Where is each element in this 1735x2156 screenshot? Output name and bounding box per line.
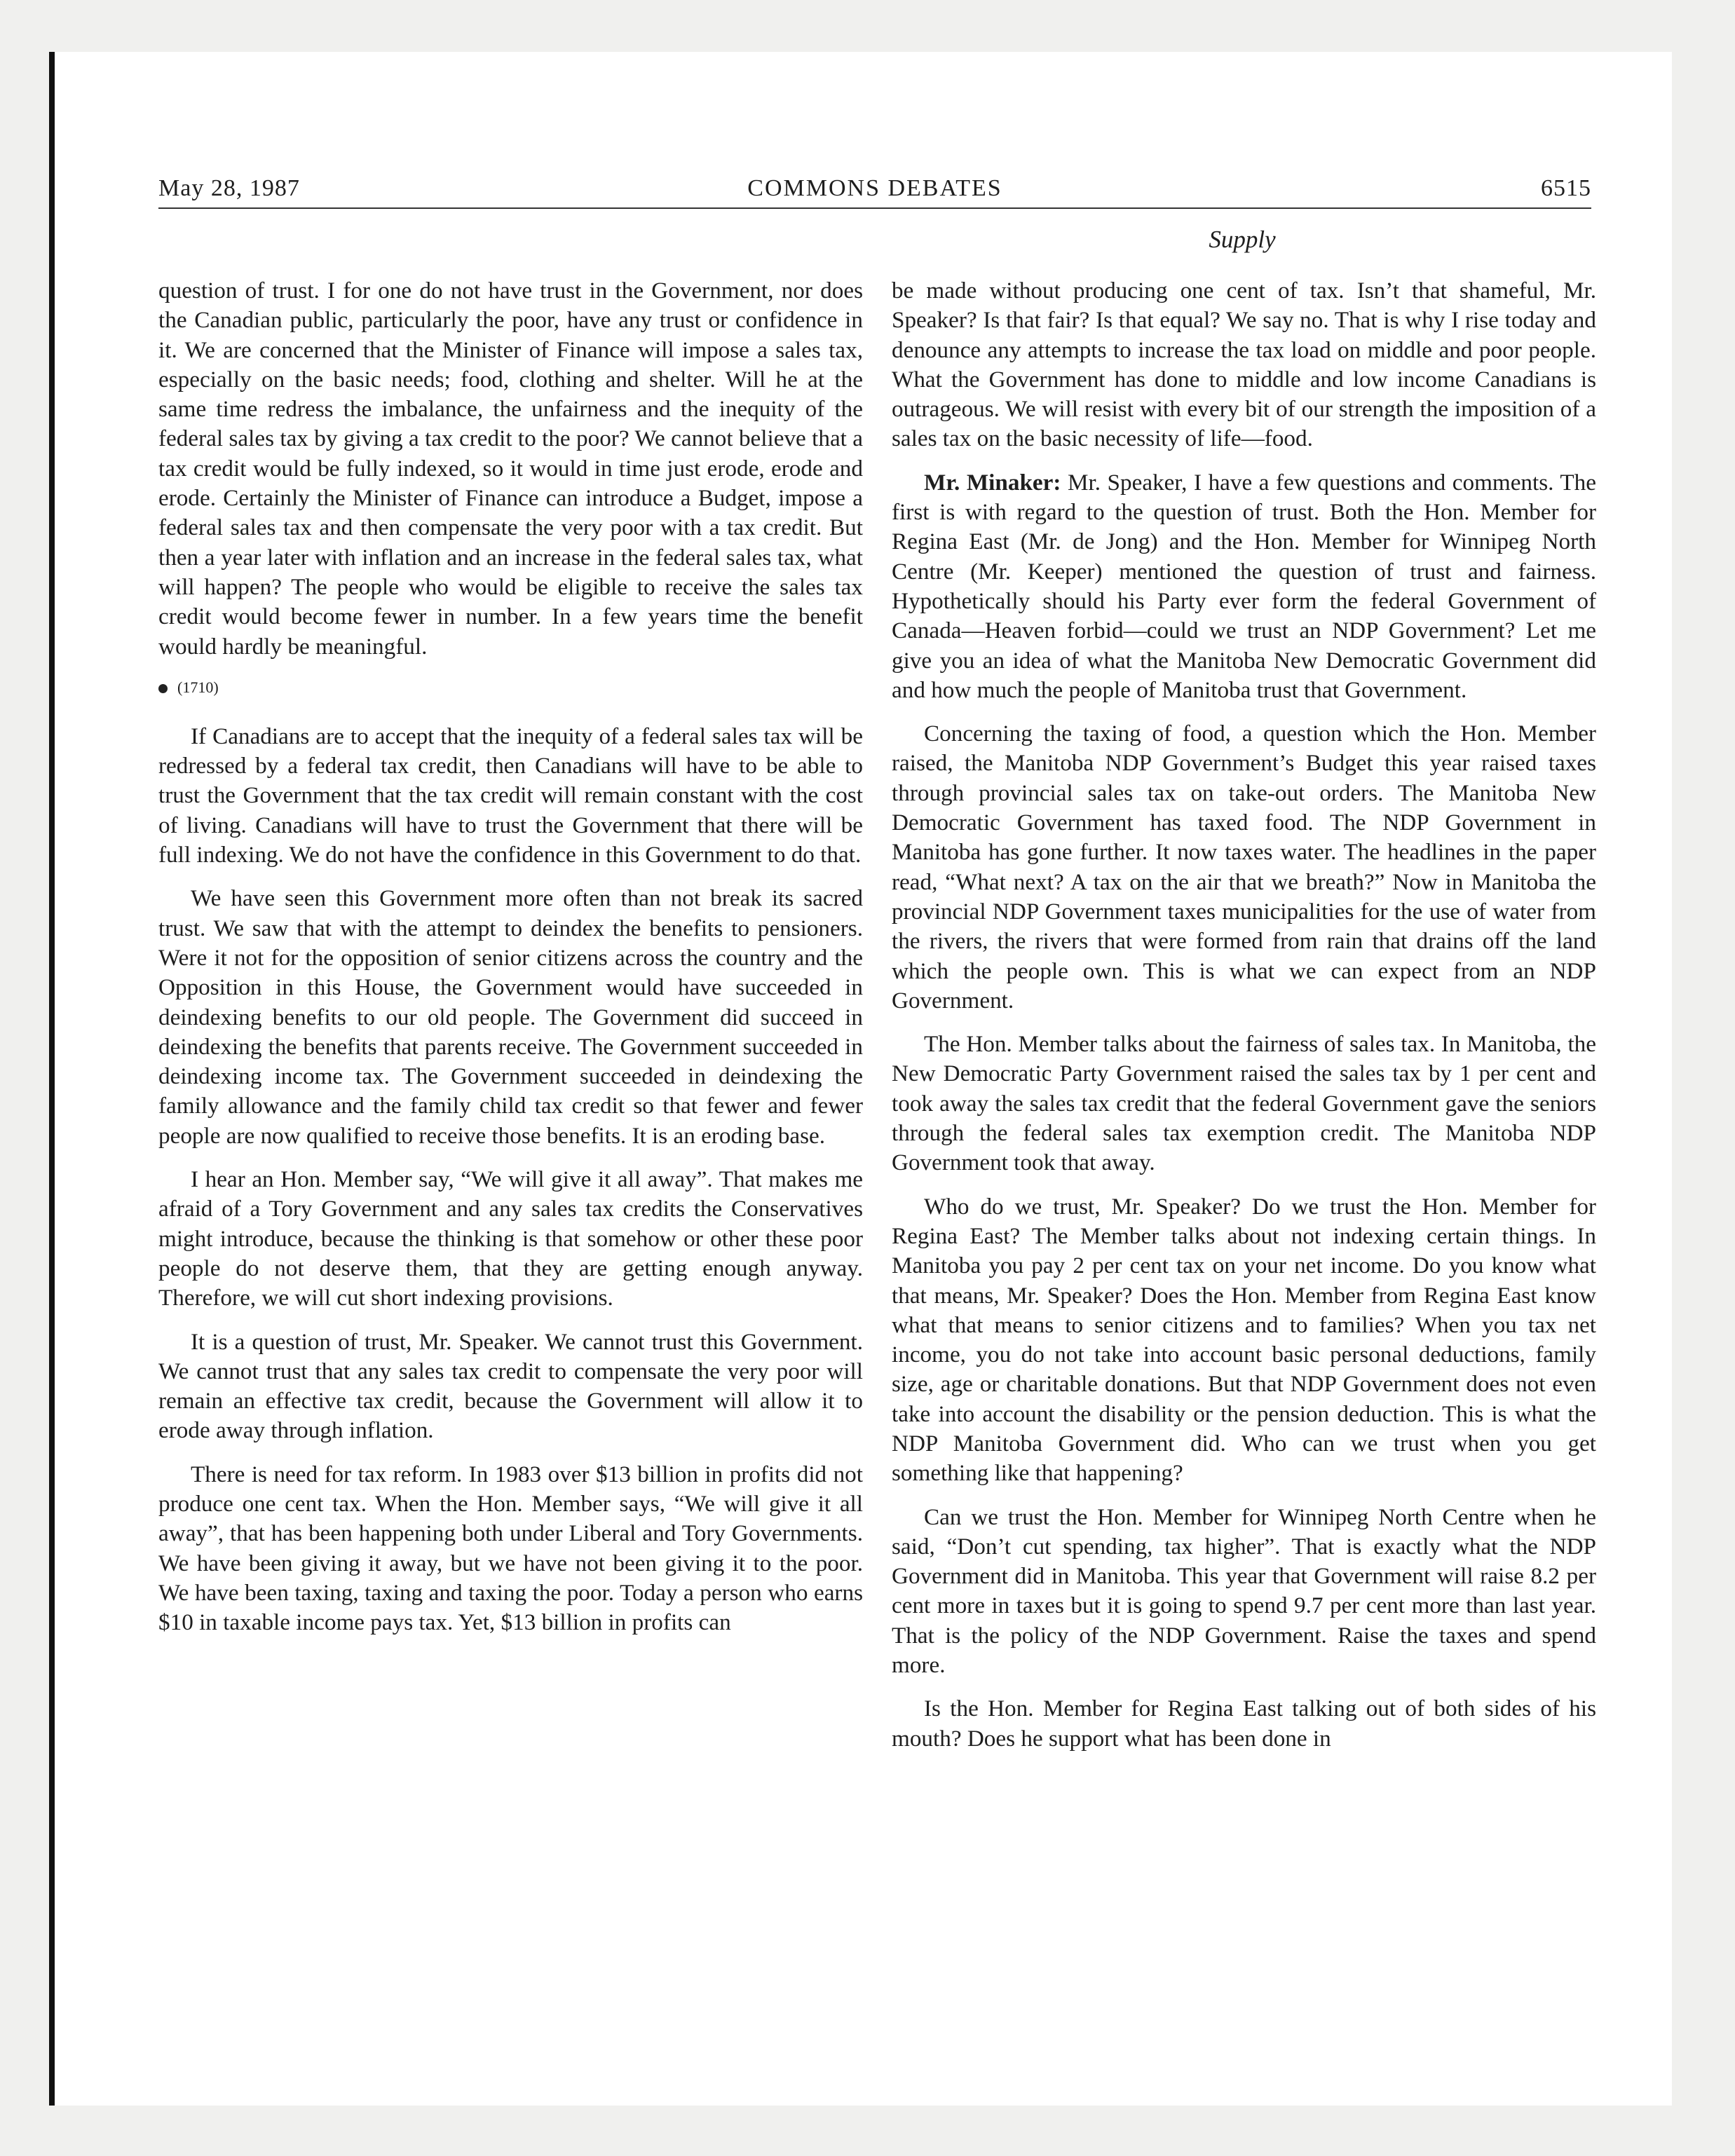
paragraph: If Canadians are to accept that the inequity of a federal sales tax will be redressed by a federal tax credit, then Canadians will have to be able to trust the Government that the tax credit will remain constant with the cost of living. Canadians will have to trust the Government that there will be full indexing. We do not have the confidence in this Government to do that. [158,723,863,868]
paragraph: question of trust. I for one do not have trust in the Government, nor does the Canadian public, particularly the poor, have any trust or confidence in it. We are concerned that the Minister of Finance will impose a sales tax, especially on the basic needs; food, clothing and shelter. Will he at the same time redress the imbalance, the unfairness and the inequity of the federal sales tax by giving a tax credit to the poor? We cannot believe that a tax credit would be fully indexed, so it would in time just erode, erode and erode. Certainly the Minister of Finance can introduce a Budget, impose a federal sales tax and then compensate the very poor with a tax credit. But then a year later with inflation and an increase in the federal sales tax, what will happen? The people who would be eligible to receive the sales tax credit would become fewer in number. In a few years time the benefit would hardly be meaningful. [158,278,863,660]
timestamp-text: (1710) [177,678,219,696]
speech-paragraph [892,468,1596,705]
header-date: May 28, 1987 [158,175,300,201]
binding-edge [49,52,55,2106]
header-title: COMMONS DEBATES [747,175,1002,201]
paragraph: Is the Hon. Member for Regina East talking out of both sides of his mouth? Does he support what has been done in [892,1696,1596,1752]
paragraph: I hear an Hon. Member say, “We will give it all away”. That makes me afraid of a Tory Government and any sales tax credits the Conservatives might introduce, because the thinking is that somehow or other these poor people do not deserve them, that they are getting enough anyway. Therefore, we will cut short indexing provisions. [158,1166,863,1311]
paragraph: be made without producing one cent of tax. Isn’t that shameful, Mr. Speaker? Is that fair? Is that equal? We say no. That is why I rise today and denounce any attempts to increase the tax load on middle and poor people. What the Government has done to middle and low income Canadians is outrageous. We will resist with every bit of our strength the imposition of a sales tax on the basic necessity of life—food. [892,278,1596,452]
left-column [158,276,863,1651]
timestamp [158,677,863,698]
paragraph: It is a question of trust, Mr. Speaker. We cannot trust this Government. We cannot trust that any sales tax credit to compensate the very poor will remain an effective tax credit, because the Government will allow it to erode away through inflation. [158,1328,863,1444]
paragraph: Who do we trust, Mr. Speaker? Do we trust the Hon. Member for Regina East? The Member talks about not indexing certain things. In Manitoba you pay 2 per cent tax on your net income. Do you know what that means, Mr. Speaker? Does the Hon. Member from Regina East know what that means to senior citizens and to families? When you tax net income, you do not take into account basic personal deductions, family size, age or charitable donations. But that NDP Government does not even take into account the disability or the pension deduction. This is what the NDP Manitoba Government did. Who can we trust when you get something like that happening? [892,1193,1596,1487]
page-header [158,175,1591,209]
header-page-number: 6515 [1541,175,1591,201]
paragraph: Can we trust the Hon. Member for Winnipeg North Centre when he said, “Don’t cut spending, tax higher”. That is exactly what the NDP Government did in Manitoba. This year that Government will raise 8.2 per cent more in taxes but it is going to spend 9.7 per cent more than last year. That is the policy of the NDP Government. Raise the taxes and spend more. [892,1503,1596,1679]
bullet-icon [158,684,168,693]
section-title: Supply [1209,226,1276,253]
header-rule [158,207,1591,209]
paragraph: The Hon. Member talks about the fairness of sales tax. In Manitoba, the New Democratic Party Government raised the sales tax by 1 per cent and took away the sales tax credit that the federal Government gave the seniors through the federal sales tax exemption credit. The Manitoba NDP Government took that away. [892,1031,1596,1176]
speaker-name: Mr. Minaker: [924,469,1061,496]
paragraph: There is need for tax reform. In 1983 over $13 billion in profits did not produce one cent tax. When the Hon. Member says, “We will give it all away”, that has been happening both under Liberal and Tory Governments. We have been giving it away, but we have not been giving it to the poor. We have been taxing, taxing and taxing the poor. Today a person who earns $10 in taxable income pays tax. Yet, $13 billion in profits can [158,1461,863,1636]
paragraph: Concerning the taxing of food, a question which the Hon. Member raised, the Manitoba NDP Government’s Budget this year raised taxes through provincial sales tax on take-out orders. The Manitoba New Democratic Government has taxed food. The NDP Government in Manitoba has gone further. It now taxes water. The headlines in the paper read, “What next? A tax on the air that we breath?” Now in Manitoba the provincial NDP Government taxes municipalities for the use of water from the rivers, the rivers that were formed from rain that drains off the land which the people own. This is what we can expect from an NDP Government. [892,721,1596,1014]
speech-text: Mr. Speaker, I have a few questions and comments. The first is with regard to the question of trust. Both the Hon. Member for Regina East (Mr. de Jong) and the Hon. Member for Winnipeg North Centre (Mr. Keeper) mentioned the question of trust and fairness. Hypothetically should his Party ever form the federal Government of Canada—Heaven forbid—could we trust an NDP Government? Let me give you an idea of what the Manitoba New Democratic Government did and how much the people of Manitoba trust that Government. [892,469,1597,703]
right-column [892,276,1596,1768]
paragraph: We have seen this Government more often than not break its sacred trust. We saw that with the attempt to deindex the benefits to pensioners. Were it not for the opposition of senior citizens across the country and the Opposition in this House, the Government would have succeeded in deindexing benefits to our old people. The Government did succeed in deindexing the benefits that parents receive. The Government succeeded in deindexing income tax. The Government succeeded in deindexing the family allowance and the family child tax credit so that fewer and fewer people are now qualified to receive those benefits. It is an eroding base. [158,885,863,1149]
